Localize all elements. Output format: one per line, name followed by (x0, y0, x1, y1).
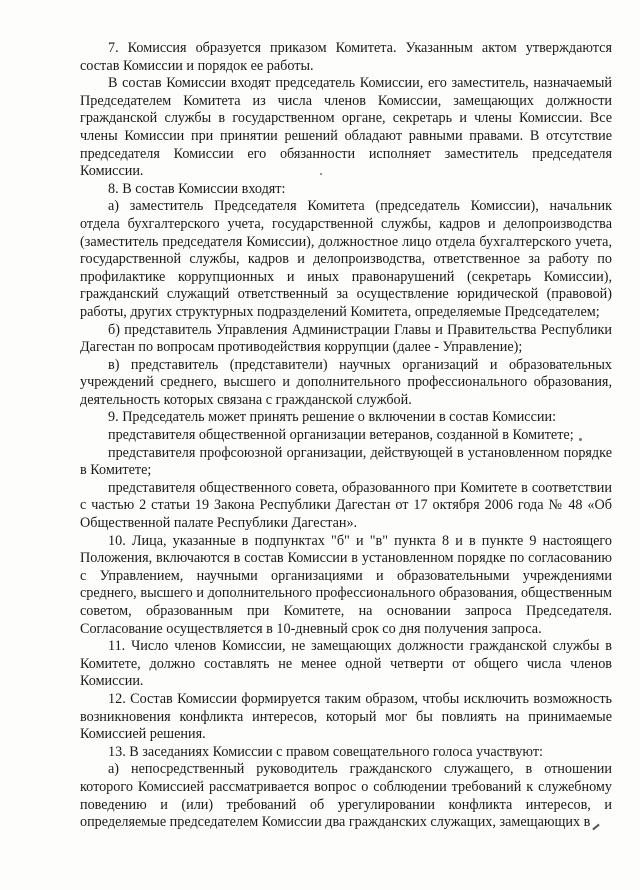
scan-speck (579, 438, 582, 441)
paragraph-12: 12. Состав Комиссии формируется таким образом, чтобы исключить возможность возникновения конфликта интересов, который мог бы повлиять на принимаемые Комиссией решения. (80, 690, 612, 743)
paragraph-9-public-council: представителя общественного совета, образованного при Комитете в соответствии с частью 2 статьи 19 Закона Республики Дагестан от 17 октября 2006 года № 48 «Об Общественной палате Республики Дагестан». (80, 479, 612, 532)
paragraph-8: 8. В состав Комиссии входят: (108, 180, 286, 197)
document-body (80, 40, 612, 832)
paragraph-11: 11. Число членов Комиссии, не замещающих должности гражданской службы в Комитете, должно составлять не менее одной четверти от общего числа членов Комиссии. (80, 638, 612, 690)
paragraph-13a: а) непосредственный руководитель гражданского служащего, в отношении которого Комиссией рассматривается вопрос о соблюдении требований к служебному поведению и (или) требований об урегулировании конфликта интересов, и определяемые председателем Комиссии два гражданских служащих, замещающих в (80, 761, 612, 831)
paragraph-7: 7. Комиссия образуется приказом Комитета. Указанным актом утверждаются состав Комиссии и порядок ее работы. (80, 40, 612, 74)
paragraph-8v: в) представитель (представители) научных организаций и образовательных учреждений среднего, высшего и дополнительного профессионального образования, деятельность которых связана с гражданской службой. (80, 356, 612, 408)
scan-speck (320, 173, 322, 175)
paragraph-8b: б) представитель Управления Администрации Главы и Правительства Республики Дагестан по вопросам противодействия коррупции (далее - Управление); (80, 321, 612, 356)
paragraph-commission-composition: В состав Комиссии входят председатель Комиссии, его заместитель, назначаемый Председателем Комитета из числа членов Комиссии, замещающих должности гражданской службы в государственном органе, секретарь и члены Комиссии. Все члены Комиссии при принятии решений обладают равными правами. В отсутствие председателя Комиссии его обязанности исполняет заместитель председателя Комиссии. (80, 75, 612, 180)
paragraph-13: 13. В заседаниях Комиссии с правом совещательного голоса участвуют: (108, 743, 543, 760)
paragraph-8a: а) заместитель Председателя Комитета (председатель Комиссии), начальник отдела бухгалтерского учета, государственной службы, кадров и делопроизводства (заместитель председателя Комиссии), должностное лицо отдела бухгалтерского учета, государственной службы, кадров и делопроизводства, ответственное за работу по профилактике коррупционных и иных правонарушений (секретарь Комиссии), гражданский служащий ответственный за осуществление юридической (правовой) работы, других структурных подразделений Комитета, определяемые Председателем; (80, 198, 612, 320)
paragraph-9-veterans: представителя общественной организации ветеранов, созданной в Комитете; (108, 427, 574, 444)
paragraph-9: 9. Председатель может принять решение о включении в состав Комиссии: (108, 409, 557, 426)
paragraph-9-trade-union: представителя профсоюзной организации, действующей в установленном порядке в Комитете; (80, 444, 612, 479)
paragraph-10: 10. Лица, указанные в подпунктах "б" и "в" пункта 8 и в пункте 9 настоящего Положения, включаются в состав Комиссии в установленном порядке по согласованию с Управлением, научными организациями и образовательными учреждениями среднего, высшего и дополнительного профессионального образования, общественным советом, образованным при Комитете, на основании запроса Председателя. Согласование осуществляется в 10-дневный срок со дня получения запроса. (80, 532, 612, 637)
